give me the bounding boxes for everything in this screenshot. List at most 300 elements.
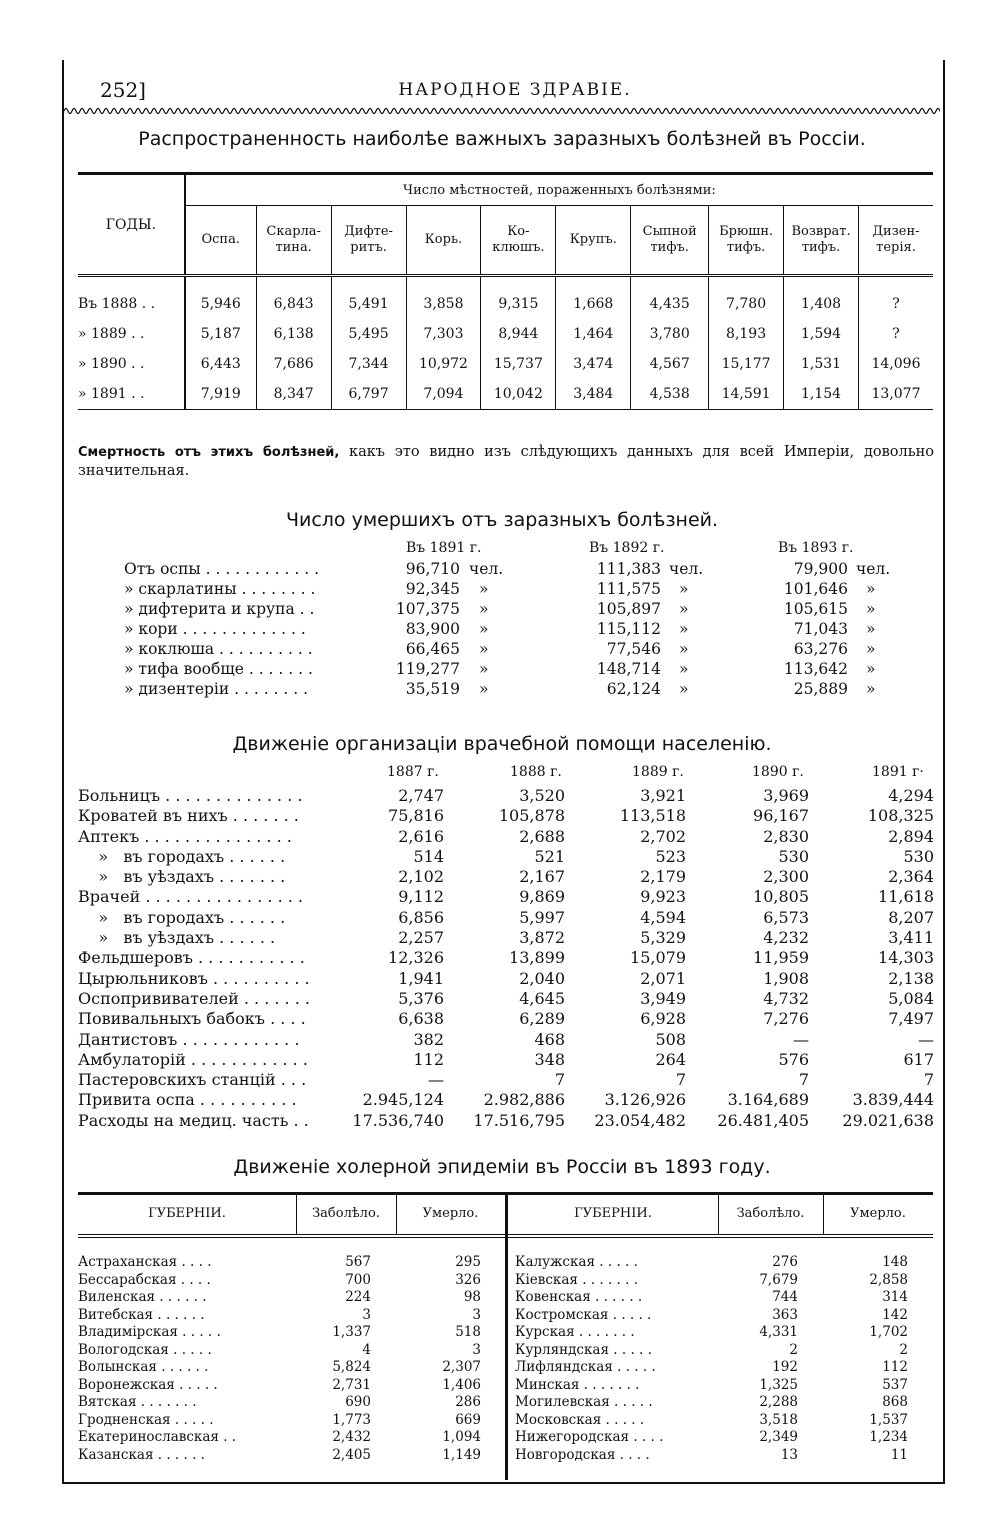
row-value: 7	[675, 1070, 686, 1090]
row-value: 1,941	[398, 968, 444, 988]
row-value: 15,079	[630, 948, 686, 968]
row-value: 6,928	[640, 1009, 686, 1029]
year-header: 1888 г.	[510, 764, 562, 780]
row-value: 13,899	[509, 948, 565, 968]
row-value: 3,411	[888, 928, 934, 948]
ill-count: 3	[362, 1306, 371, 1323]
list-item	[124, 660, 884, 680]
row-value: 113,518	[619, 806, 686, 826]
death-count: 2,307	[442, 1359, 481, 1375]
row-label: » кори . . . . . . . . . . . . .	[124, 620, 306, 638]
cholera-title: Движенiе холерной эпидемiи въ Россiи въ 1893 году.	[233, 1156, 771, 1178]
column-header	[556, 206, 631, 276]
death-count: 1,537	[869, 1411, 908, 1428]
spacer-cell	[331, 276, 406, 290]
row-value: 11,618	[878, 887, 934, 907]
ill-count: 2	[789, 1341, 798, 1358]
list-item	[124, 580, 884, 600]
governorate-name: Воронежская . . . . .	[78, 1376, 218, 1393]
row-unit: »	[679, 580, 689, 598]
ill-count: 363	[772, 1306, 798, 1323]
row-value: 75,816	[388, 806, 444, 826]
row-value: 2,364	[888, 867, 934, 887]
row-value: 7	[554, 1070, 565, 1090]
value-cell: 13,077	[859, 379, 934, 410]
governorate-name: Казанская . . . . . .	[78, 1446, 205, 1463]
value-cell: 5,491	[331, 289, 406, 319]
row-label: » въ уѣздахъ . . . . . . .	[78, 867, 286, 887]
row-unit: »	[866, 680, 876, 698]
list-item	[78, 908, 934, 928]
year-header: 1890 г.	[752, 764, 804, 780]
row-unit: »	[679, 640, 689, 658]
value-cell: 14,591	[709, 379, 784, 410]
row-value: 92,345	[405, 580, 460, 598]
row-value: 7,497	[888, 1009, 934, 1029]
row-value: 115,112	[596, 620, 661, 638]
value-cell: 8,347	[256, 379, 331, 410]
row-unit: чел.	[469, 560, 504, 578]
row-label: Повивальныхъ бабокъ . . . .	[78, 1009, 306, 1029]
column-header-line: Дифте-	[344, 224, 393, 239]
row-value: 2,616	[398, 826, 444, 846]
value-cell: 1,464	[556, 319, 631, 349]
value-cell: 6,443	[185, 349, 256, 379]
row-value: 6,856	[398, 907, 444, 927]
value-cell: 6,138	[256, 319, 331, 349]
organization-title: Движенiе организацiи врачебной помощи населенiю.	[232, 733, 772, 755]
value-cell: 15,737	[481, 349, 556, 379]
group-header: Число мѣстностей, пораженныхъ болѣзнями:	[185, 174, 933, 206]
spacer-cell	[256, 276, 331, 290]
year-header: Въ 1892 г.	[589, 540, 665, 556]
column-header-line: Оспа.	[201, 232, 240, 247]
row-label: » дифтерита и крупа . .	[124, 600, 315, 618]
column-header-line: Дизен-	[872, 224, 920, 239]
row-value: 1,908	[763, 968, 809, 988]
death-count: 2,858	[869, 1271, 908, 1288]
value-cell: 7,919	[185, 379, 256, 410]
row-unit: »	[866, 600, 876, 618]
ill-count: 7,679	[759, 1271, 798, 1288]
column-header	[784, 206, 859, 276]
row-value: 105,878	[498, 806, 565, 826]
list-item	[78, 1030, 934, 1050]
governorate-name: Волынская . . . . . .	[78, 1359, 209, 1375]
column-header	[185, 206, 256, 276]
row-label: » скарлатины . . . . . . . .	[124, 580, 316, 598]
ill-count: 4,331	[759, 1324, 798, 1340]
column-header-line: Сыпной	[642, 224, 697, 239]
row-value: 2,300	[763, 867, 809, 887]
death-count: 1,149	[442, 1446, 481, 1463]
row-value: 3,520	[519, 786, 565, 805]
value-cell: 8,944	[481, 319, 556, 349]
row-value: 105,615	[783, 600, 848, 618]
row-unit: »	[479, 660, 489, 678]
row-value: 2,138	[888, 968, 934, 988]
column-header: Умерло.	[850, 1206, 906, 1221]
row-value: 25,889	[793, 680, 848, 698]
column-header	[481, 206, 556, 276]
column-header-line: клюшъ.	[492, 240, 545, 255]
row-value: 10,805	[753, 887, 809, 907]
column-header: ГУБЕРНIИ.	[574, 1206, 652, 1221]
row-value: 63,276	[793, 640, 848, 658]
row-value: 79,900	[793, 560, 848, 578]
value-cell: 14,096	[859, 349, 934, 379]
death-count: 148	[882, 1254, 908, 1270]
row-label: Цырюльниковъ . . . . . . . . . .	[78, 968, 310, 988]
years-header: ГОДЫ.	[78, 174, 185, 276]
row-unit: »	[479, 680, 489, 698]
ill-count: 2,349	[759, 1429, 798, 1445]
row-value: 11,959	[753, 948, 809, 968]
row-value: 9,112	[398, 887, 444, 907]
row-value: 514	[413, 846, 444, 866]
row-value: 4,232	[763, 928, 809, 948]
death-count: 286	[455, 1394, 481, 1410]
list-item	[78, 1070, 934, 1090]
row-label: Аптекъ . . . . . . . . . . . . . . .	[78, 826, 292, 846]
row-value: 96,710	[405, 560, 460, 578]
governorate-name: Курская . . . . . . .	[515, 1324, 635, 1340]
value-cell: 1,594	[784, 319, 859, 349]
row-value: 71,043	[793, 620, 848, 638]
governorate-name: Могилевская . . . . .	[515, 1394, 653, 1410]
row-unit: »	[866, 660, 876, 678]
row-value: 4,594	[640, 907, 686, 927]
row-unit: »	[679, 660, 689, 678]
row-value: 2,688	[519, 826, 565, 846]
governorate-name: Вятская . . . . . . .	[78, 1394, 197, 1410]
value-cell: 7,303	[406, 319, 481, 349]
column-header-line: Возврат.	[791, 224, 851, 239]
row-label: Расходы на медиц. часть . .	[78, 1110, 309, 1130]
value-cell: 15,177	[709, 349, 784, 379]
spacer-cell	[78, 276, 185, 290]
value-cell: 4,567	[631, 349, 709, 379]
row-value: 264	[655, 1049, 686, 1069]
year-header: 1891 г·	[872, 764, 924, 780]
list-item	[78, 847, 934, 867]
row-unit: »	[479, 620, 489, 638]
value-cell: 6,797	[331, 379, 406, 410]
row-value: 35,519	[405, 680, 460, 698]
row-value: 2,040	[519, 968, 565, 988]
value-cell: 5,495	[331, 319, 406, 349]
mortality-title: Число умершихъ отъ заразныхъ болѣзней.	[285, 509, 719, 531]
column-header: Умерло.	[422, 1206, 479, 1221]
death-count: 3	[472, 1306, 481, 1323]
column-header: Заболѣло.	[736, 1206, 805, 1221]
row-label: » въ городахъ . . . . . .	[78, 907, 286, 927]
row-value: 5,376	[398, 988, 444, 1008]
row-value: 4,732	[763, 988, 809, 1008]
row-unit: »	[679, 680, 689, 698]
row-value: 2,179	[640, 867, 686, 887]
spacer-cell	[406, 276, 481, 290]
spacer-cell	[631, 276, 709, 290]
ill-count: 2,432	[332, 1429, 371, 1445]
value-cell: 5,946	[185, 289, 256, 319]
row-label: » коклюша . . . . . . . . . .	[124, 640, 313, 658]
table-row	[78, 289, 933, 319]
list-item	[78, 1050, 934, 1070]
row-value: 111,383	[596, 560, 661, 578]
organization-table	[78, 764, 934, 1131]
column-header	[331, 206, 406, 276]
governorate-name: Нижегородская . . . .	[515, 1429, 664, 1445]
list-item	[78, 1009, 934, 1029]
governorate-name: Кiевская . . . . . . .	[515, 1271, 638, 1288]
disease-table	[78, 172, 933, 410]
death-count: 3	[472, 1341, 481, 1358]
row-label: Кроватей въ нихъ . . . . . . .	[78, 806, 299, 826]
row-label: Пастеровскихъ станцiй . . .	[78, 1070, 307, 1090]
value-cell: 9,315	[481, 289, 556, 319]
value-cell: 10,972	[406, 349, 481, 379]
value-cell: 10,042	[481, 379, 556, 410]
row-value: 5,084	[888, 988, 934, 1008]
row-label: Дантистовъ . . . . . . . . . . . .	[78, 1029, 300, 1049]
row-value: 3,921	[640, 786, 686, 805]
death-count: 518	[455, 1324, 481, 1340]
row-value: 4,294	[888, 786, 934, 805]
row-label: Врачей . . . . . . . . . . . . . . . .	[78, 887, 303, 907]
row-label: » тифа вообще . . . . . . .	[124, 660, 313, 678]
row-value: 2,702	[640, 826, 686, 846]
row-value: 2,830	[763, 826, 809, 846]
governorate-name: Владимiрская . . . . .	[78, 1324, 221, 1340]
ill-count: 1,337	[332, 1324, 371, 1340]
row-label: Привита оспа . . . . . . . . . .	[78, 1090, 297, 1110]
row-value: 3,872	[519, 928, 565, 948]
value-cell: 3,858	[406, 289, 481, 319]
governorate-name: Костромская . . . . .	[515, 1306, 652, 1323]
row-unit: чел.	[669, 560, 704, 578]
column-header-line: Крупъ.	[569, 232, 617, 247]
ill-count: 1,773	[332, 1411, 371, 1428]
list-item	[78, 1111, 934, 1131]
governorate-name: Ковенская . . . . . .	[515, 1289, 643, 1305]
list-item	[78, 989, 934, 1009]
row-value: 2,747	[398, 786, 444, 805]
value-cell: 3,484	[556, 379, 631, 410]
row-value: 468	[534, 1029, 565, 1049]
column-header-line: Ко-	[507, 224, 530, 239]
row-unit: »	[679, 600, 689, 618]
row-label: Амбулаторiй . . . . . . . . . . . .	[78, 1049, 308, 1069]
row-value: 26.481,405	[717, 1110, 809, 1130]
governorate-name: Новгородская . . . .	[515, 1446, 650, 1463]
death-count: 669	[455, 1411, 481, 1428]
governorate-name: Екатеринославская . .	[78, 1429, 237, 1445]
row-value: 23.054,482	[594, 1110, 686, 1130]
row-unit: чел.	[856, 560, 891, 578]
row-value: 3,949	[640, 988, 686, 1008]
row-label: Оспопрививателей . . . . . . .	[78, 988, 310, 1008]
row-value: 6,573	[763, 907, 809, 927]
governorate-name: Курляндская . . . . .	[515, 1341, 652, 1358]
list-item	[124, 560, 891, 580]
value-cell: 4,538	[631, 379, 709, 410]
list-item	[78, 867, 934, 887]
year-header: 1889 г.	[632, 764, 684, 780]
year-header: Въ 1893 г.	[778, 540, 854, 556]
death-count: 1,406	[442, 1376, 481, 1393]
row-label: » въ городахъ . . . . . .	[78, 846, 286, 866]
list-item	[78, 969, 934, 989]
list-item	[78, 887, 934, 907]
list-item	[78, 786, 934, 806]
table1-title: Распространенность наиболѣе важныхъ заразныхъ болѣзней въ Россiи.	[138, 128, 866, 150]
row-value: 3.164,689	[727, 1090, 809, 1110]
list-item	[78, 1090, 934, 1110]
row-unit: »	[679, 620, 689, 638]
row-label: Отъ оспы . . . . . . . . . . . .	[124, 560, 319, 578]
value-cell: ?	[859, 319, 934, 349]
death-count: 1,234	[869, 1429, 908, 1445]
year-cell: » 1891 . .	[78, 379, 185, 410]
row-label: » дизентерiи . . . . . . . .	[124, 680, 309, 698]
governorate-name: Астраханская . . . .	[78, 1254, 212, 1270]
column-header-line: тифъ.	[726, 240, 766, 255]
row-value: 8,207	[888, 907, 934, 927]
value-cell: 5,187	[185, 319, 256, 349]
row-value: 66,465	[405, 640, 460, 658]
column-header-line: Корь.	[424, 232, 463, 247]
running-title: НАРОДНОЕ ЗДРАВIЕ.	[398, 80, 632, 100]
row-value: 617	[903, 1049, 934, 1069]
governorate-name: Лифляндская . . . . .	[515, 1359, 656, 1375]
death-count: 2	[899, 1341, 908, 1358]
ill-count: 3,518	[759, 1411, 798, 1428]
death-count: 1,702	[869, 1324, 908, 1340]
row-value: 2.945,124	[362, 1090, 444, 1110]
value-cell: 4,435	[631, 289, 709, 319]
ill-count: 2,405	[332, 1446, 371, 1463]
column-header	[256, 206, 331, 276]
row-value: 101,646	[783, 580, 848, 598]
ill-count: 2,288	[759, 1394, 798, 1410]
year-cell: Въ 1888 . .	[78, 296, 156, 312]
row-value: 105,897	[596, 600, 661, 618]
column-header-line: тифъ.	[650, 240, 689, 255]
death-count: 98	[463, 1289, 481, 1305]
row-value: 7	[798, 1070, 809, 1090]
death-count: 1,094	[442, 1429, 481, 1445]
death-count: 326	[455, 1271, 481, 1288]
column-header-line: тифъ.	[801, 240, 841, 255]
column-header: Заболѣло.	[312, 1206, 380, 1221]
column-header-line: тина.	[275, 240, 312, 255]
year-cell: » 1889 . .	[78, 326, 145, 342]
governorate-name: Бессарабская . . . .	[78, 1271, 211, 1288]
column-header-line: ритъ.	[350, 240, 387, 255]
row-value: 2.982,886	[483, 1090, 565, 1110]
spacer-cell	[185, 276, 256, 290]
value-cell: 8,193	[709, 319, 784, 349]
row-value: 2,167	[519, 867, 565, 887]
year-header: Въ 1891 г.	[406, 540, 482, 556]
ill-count: 192	[772, 1359, 798, 1375]
death-count: 868	[882, 1394, 908, 1410]
row-value: 2,894	[888, 826, 934, 846]
row-unit: »	[479, 600, 489, 618]
ill-count: 4	[362, 1341, 371, 1358]
table-row	[78, 319, 933, 349]
row-value: 112	[413, 1049, 444, 1069]
row-value: 530	[903, 846, 934, 866]
row-value: 4,645	[519, 988, 565, 1008]
row-value: 113,642	[783, 660, 848, 678]
ill-count: 744	[772, 1289, 798, 1305]
row-value: 3.839,444	[852, 1090, 934, 1110]
spacer-cell	[784, 276, 859, 290]
row-value: 3.126,926	[604, 1090, 686, 1110]
value-cell: 3,474	[556, 349, 631, 379]
page-number: 252]	[100, 78, 146, 102]
paragraph-text: какъ это видно изъ слѣдующихъ данныхъ для всей Имперiи, довольно значительная.	[78, 444, 934, 479]
year-header: 1887 г.	[387, 764, 439, 780]
list-item	[124, 620, 884, 640]
row-value: 148,714	[596, 660, 661, 678]
row-unit: »	[866, 580, 876, 598]
value-cell: 7,094	[406, 379, 481, 410]
value-cell: 1,154	[784, 379, 859, 410]
ill-count: 2,731	[332, 1376, 371, 1393]
row-value: 17.536,740	[352, 1110, 444, 1130]
row-value: —	[793, 1029, 809, 1049]
value-cell: 3,780	[631, 319, 709, 349]
death-count: 142	[882, 1306, 908, 1323]
row-label: » въ уѣздахъ . . . . . .	[78, 928, 276, 948]
spacer-cell	[556, 276, 631, 290]
wavy-rule	[64, 104, 940, 118]
value-cell: 7,344	[331, 349, 406, 379]
death-count: 295	[455, 1254, 481, 1270]
governorate-name: Калужская . . . . .	[515, 1254, 638, 1270]
row-value: 17.516,795	[473, 1110, 565, 1130]
row-value: 508	[655, 1029, 686, 1049]
row-value: 5,997	[519, 907, 565, 927]
ill-count: 224	[345, 1289, 371, 1305]
ill-count: 700	[345, 1271, 371, 1288]
list-item	[124, 680, 884, 700]
row-unit: »	[479, 640, 489, 658]
table-row	[78, 379, 933, 410]
row-value: 77,546	[606, 640, 661, 658]
year-cell: » 1890 . .	[78, 356, 145, 372]
value-cell: 7,780	[709, 289, 784, 319]
list-item	[78, 827, 934, 847]
column-header-line: терiя.	[876, 240, 916, 255]
spacer-cell	[709, 276, 784, 290]
governorate-name: Московская . . . . .	[515, 1411, 645, 1428]
column-header	[406, 206, 481, 276]
row-value: 29.021,638	[842, 1110, 934, 1130]
row-value: 530	[778, 846, 809, 866]
row-value: 348	[534, 1049, 565, 1069]
row-value: 111,575	[596, 580, 661, 598]
column-header: ГУБЕРНIИ.	[148, 1206, 226, 1221]
ill-count: 1,325	[759, 1376, 798, 1393]
row-value: 7,276	[763, 1009, 809, 1029]
row-label: Фельдшеровъ . . . . . . . . . . .	[78, 948, 305, 968]
row-value: 3,969	[763, 786, 809, 805]
row-value: 108,325	[867, 806, 934, 826]
